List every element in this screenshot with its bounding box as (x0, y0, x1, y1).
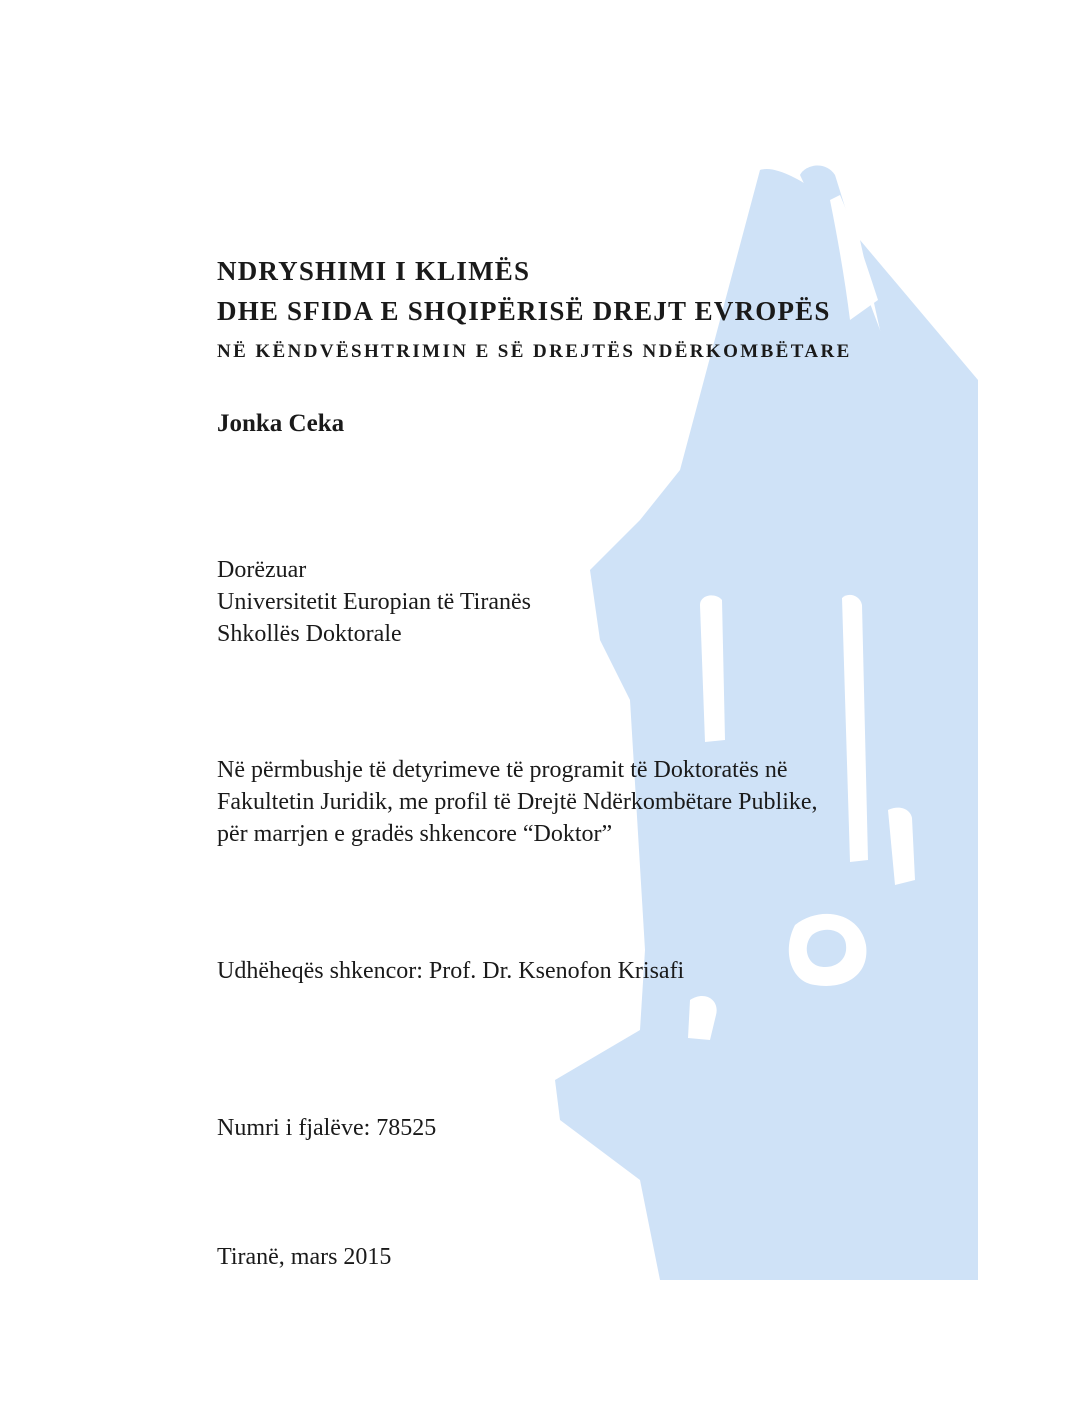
word-count: Numri i fjalëve: 78525 (217, 1115, 437, 1141)
thesis-title-line-1: NDRYSHIMI I KLIMËS (217, 256, 531, 286)
submission-block (217, 554, 531, 650)
fulfilment-block (217, 754, 818, 850)
author-name: Jonka Ceka (217, 410, 345, 437)
thesis-subtitle: NË KËNDVËSHTRIMIN E SË DREJTËS NDËRKOMBËTARE (217, 341, 852, 362)
place-date: Tiranë, mars 2015 (217, 1244, 392, 1270)
fulfilment-line-1: Në përmbushje të detyrimeve të programit të Doktoratës në (217, 757, 788, 783)
submission-line-3: Shkollës Doktorale (217, 621, 402, 647)
submission-line-2: Universitetit Europian të Tiranës (217, 589, 531, 615)
supervisor-line: Udhëheqës shkencor: Prof. Dr. Ksenofon Krisafi (217, 958, 685, 984)
thesis-title-line-2: DHE SFIDA E SHQIPËRISË DREJT EVROPËS (217, 296, 831, 326)
fulfilment-line-2: Fakultetin Juridik, me profil të Drejtë Ndërkombëtare Publike, (217, 789, 818, 815)
submission-line-1: Dorëzuar (217, 557, 307, 583)
fulfilment-line-3: për marrjen e gradës shkencore “Doktor” (217, 821, 613, 847)
